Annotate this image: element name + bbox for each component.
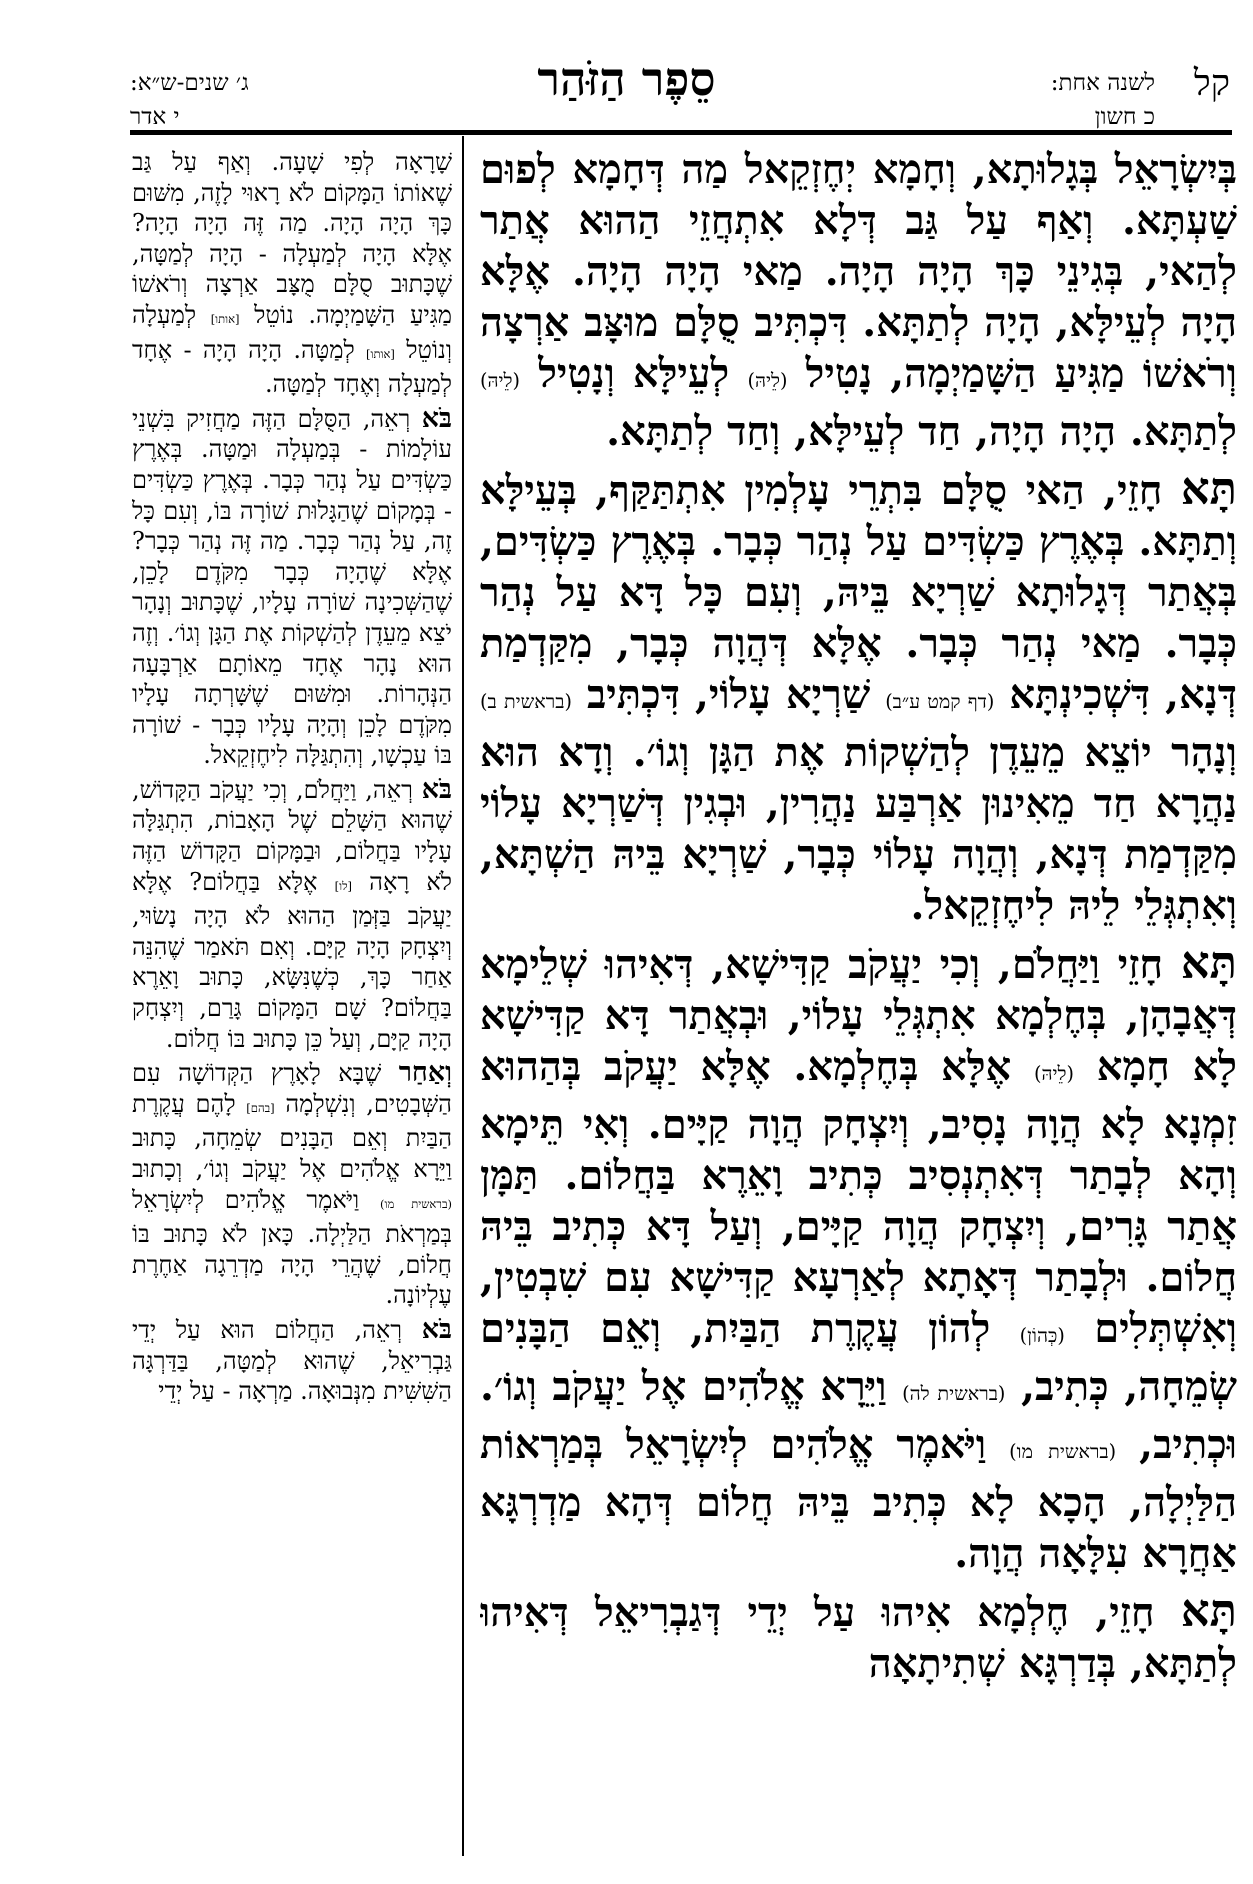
main-paragraph: תָּא חָזֵי, חֶלְמָא אִיהוּ עַל יְדֵי דְּגַבְרִיאֵל דְּאִיהוּ לְתַתָּא, בְּדַרְגָּא שְׁתִיתָאָה (480, 1584, 1237, 1687)
translation-column (132, 147, 452, 1871)
translation-paragraph: בֹּא רְאֵה, וַיַּחֲלֹם, וְכִי יַעֲקֹב הַקָּדוֹשׁ, שֶׁהוּא הַשָּׁלֵם שֶׁל הָאָבוֹת, הִתְגַּלָּה עָלָיו בַּחֲלוֹם, וּבַמָּקוֹם הַקָּדוֹשׁ הַזֶּה לֹא רָאָה [לו] אֶלָּא בַּחֲלוֹם? אֶלָּא יַעֲקֹב בַּזְּמַן הַהוּא לֹא הָיָה נָשׂוּי, וְיִצְחָק הָיָה קַיָּם. וְאִם תֹּאמַר שֶׁהִנֵּה אַחַר כָּךְ, כְּשֶׁנִּשָּׂא, כָּתוּב וָאֵרֶא בַּחֲלוֹם? שָׁם הַמָּקוֹם גָּרַם, וְיִצְחָק הָיָה קַיָּם, וְעַל כֵּן כָּתוּב בּוֹ חֲלוֹם. (132, 773, 452, 1053)
paragraph-lead-word: בֹּא (421, 1313, 452, 1345)
paragraph-lead-word: תָּא (1180, 462, 1237, 515)
source-note: (בראשית מו) (1009, 1440, 1117, 1463)
translation-paragraph: שָׁרָאָה לְפִי שָׁעָה. וְאַף עַל גַּב שֶׁאוֹתוֹ הַמָּקוֹם לֹא רָאוּי לָזֶה, מִשּׁוּם כָּךְ הָיָה הָיָה. מַה זֶּה הָיָה הָיָה? אֶלָּא הָיָה לְמַעְלָה - הָיָה לְמַטָּה, שֶׁכָּתוּב סֻלָּם מֻצָּב אַרְצָה וְרֹאשׁוֹ מַגִּיעַ הַשָּׁמַיְמָה. נוֹטֵל [אותו] לְמַעְלָה וְנוֹטֵל [אותו] לְמַטָּה. הָיָה הָיָה - אֶחָד לְמַעְלָה וְאֶחָד לְמַטָּה. (132, 148, 452, 399)
schedule-three-years-date: י אדר (130, 104, 180, 130)
main-paragraph: בְּיִשְׂרָאֵל בְּגָלוּתָא, וְחָמָא יְחֶזְקֵאל מַה דְּחָמָא לְפוּם שַׁעְתָּא. וְאַף עַל גַּב דְּלָא אִתְחֲזֵי הַהוּא אֲתַר לְהַאי, בְּגִינֵי כָּךְ הָיָה הָיָה. מַאי הָיָה הָיָה. אֶלָּא הָיָה לְעֵילָּא, הָיָה לְתַתָּא. דִּכְתִּיב סֻלָּם מוּצָּב אַרְצָה וְרֹאשׁוֹ מַגִּיעַ הַשָּׁמַיְמָה, נָטִיל (לֵיהּ) לְעֵילָּא וְנָטִיל (לֵיהּ) לְתַתָּא. הָיָה הָיָה, חַד לְעֵילָּא, וְחַד לְתַתָּא. (480, 146, 1237, 455)
schedule-three-years: ג׳ שנים-ש״א: (130, 70, 249, 96)
translation-paragraph: בֹּא רְאֵה, הַסֻּלָּם הַזֶּה מַחֲזִיק בִּשְׁנֵי עוֹלָמוֹת - בְּמַעְלָה וּמַטָּה. בְּאֶרֶץ כַּשְׂדִּים עַל נְהַר כְּבָר. בְּאֶרֶץ כַּשְׂדִּים - בְּמָקוֹם שֶׁהַגָּלוּת שׁוֹרָה בּוֹ, וְעִם כָּל זֶה, עַל נְהַר כְּבָר. מַה זֶּה נְהַר כְּבָר? אֶלָּא שֶׁהָיָה כְּבָר מִקֹּדֶם לָכֵן, שֶׁהַשְּׁכִינָה שׁוֹרָה עָלָיו, שֶׁכָּתוּב וְנָהָר יֹצֵא מֵעֵדֶן לְהַשְׁקוֹת אֶת הַגָּן וְגוֹ׳. וְזֶה הוּא נָהָר אֶחָד מֵאוֹתָם אַרְבָּעָה הַנְּהָרוֹת. וּמִשּׁוּם שֶׁשָּׁרְתָה עָלָיו מִקֹּדֶם לָכֵן וְהָיָה עָלָיו כְּבָר - שׁוֹרָה בּוֹ עַכְשָׁו, וְהִתְגַּלָּה לִיחֶזְקֵאל. (132, 402, 452, 770)
source-note: (בראשית ב) (480, 690, 572, 713)
source-note: (דף קמט ע״ב) (885, 690, 995, 713)
main-paragraph: תָּא חָזֵי וַיַּחֲלֹם, וְכִי יַעֲקֹב קַדִּישָׁא, דְּאִיהוּ שְׁלֵימָא דְּאֲבָהָן, בְּחֶלְמָא אִתְגְּלֵי עָלוֹי, וּבְאֲתַר דָּא קַדִּישָׁא לָא חָמָא (לֵיהּ) אֶלָּא בְּחֶלְמָא. אֶלָּא יַעֲקֹב בְּהַהוּא זִמְנָא לָא הֲוָה נָסִיב, וְיִצְחָק הֲוָה קַיָּים. וְאִי תֵּימָא וְהָא לְבָתַר דְּאִתְנְסִיב כְּתִיב וָאֵרֶא בַּחֲלוֹם. תַּמָּן אֲתַר גָּרִים, וְיִצְחָק הֲוָה קַיָּים, וְעַל דָּא כְּתִיב בֵּיהּ חֲלוֹם. וּלְבָתַר דְּאָתָא לְאַרְעָא קַדִּישָׁא עִם שִׁבְטִין, וְאִשְׁתְּלִים (כְּהוֹן) לְהוֹן עֲקֶרֶת הַבַּיִת, וְאֵם הַבָּנִים שְׂמֵחָה, כְּתִיב, (בראשית לה) וַיֵּרָא אֱלֹהִים אֶל יַעֲקֹב וְגוֹ׳. וּכְתִיב, (בראשית מו) וַיֹּאמֶר אֱלֹהִים לְיִשְׂרָאֵל בְּמַרְאוֹת הַלַּיְלָה, הָכָא לָא כְּתִיב בֵּיהּ חֲלוֹם דְּהָא מַדְרְגָּא אַחֲרָא עִלָּאָה הֲוָה. (480, 936, 1237, 1577)
source-note: (בראשית לה) (902, 1382, 1006, 1405)
source-note: (כְּהוֹן) (1019, 1324, 1065, 1347)
bracket-note: [לו] (334, 878, 352, 893)
book-title: סֵפֶר הַזֹּהַר (537, 52, 716, 106)
translation-paragraph: וְאַחַר שֶׁבָּא לָאָרֶץ הַקְּדוֹשָׁה עִם הַשְּׁבָטִים, וְנִשְׁלְמָה [בהם] לָהֶם עֲקֶרֶת הַבַּיִת וְאֵם הַבָּנִים שְׂמֵחָה, כָּתוּב וַיֵּרָא אֱלֹהִים אֶל יַעֲקֹב וְגוֹ׳, וְכָתוּב (בראשית מו) וַיֹּאמֶר אֱלֹהִים לְיִשְׂרָאֵל בְּמַרְאֹת הַלַּיְלָה. כָּאן לֹא כָּתוּב בּוֹ חֲלוֹם, שֶׁהֲרֵי הָיָה מַדְרֵגָה אַחֶרֶת עֶלְיוֹנָה. (132, 1057, 452, 1310)
header-left-schedule (130, 66, 330, 134)
paragraph-lead-word: תָּא (1180, 936, 1237, 989)
paragraph-lead-word: תָּא (1180, 1584, 1237, 1637)
paragraph-lead-word: בֹּא (421, 402, 452, 434)
schedule-one-year: לשנה אחת: (1050, 70, 1155, 96)
column-divider (462, 136, 464, 1856)
source-note: (לֵיהּ) (747, 369, 788, 392)
header-rule (130, 130, 1232, 135)
main-text-column (480, 144, 1237, 1868)
main-paragraph: תָּא חָזֵי, הַאי סֻלָּם בִּתְרֵי עָלְמִין אִתְתַּקַּף, בְּעֵילָּא וְתַתָּא. בְּאֶרֶץ כַּשְׂדִּים עַל נְהַר כְּבָר. בְּאֶרֶץ כַּשְׂדִּים, בְּאֲתַר דְּגָלוּתָא שַׁרְיָא בֵּיהּ, וְעִם כָּל דָּא עַל נְהַר כְּבָר. מַאי נְהַר כְּבָר. אֶלָּא דְּהֲוָה כְּבָר, מִקַּדְמַת דְּנָא, דִּשְׁכִינְתָּא (דף קמט ע״ב) שַׁרְיָא עָלוֹי, דִּכְתִּיב (בראשית ב) וְנָהָר יוֹצֵא מֵעֵדֶן לְהַשְׁקוֹת אֶת הַגָּן וְגוֹ׳. וְדָא הוּא נַהֲרָא חַד מֵאִינוּן אַרְבַּע נַהֲרִין, וּבְגִין דְּשַׁרְיָא עָלוֹי מִקַּדְמַת דְּנָא, וְהֲוָה עָלוֹי כְּבָר, שַׁרְיָא בֵּיהּ הַשְׁתָּא, וְאִתְגְּלֵי לֵיהּ לִיחֶזְקֵאל. (480, 462, 1237, 929)
bracket-note: [אותו] (366, 346, 395, 361)
paragraph-lead-word: בֹּא (421, 773, 452, 805)
page-number: קל (1193, 63, 1230, 104)
bracket-note: [אותו] (210, 311, 240, 326)
bracket-note: [בהם] (246, 1100, 275, 1115)
source-note: (לֵיהּ) (480, 369, 521, 392)
source-note: (בראשית מו) (380, 1196, 452, 1211)
paragraph-lead-word: וְאַחַר (398, 1057, 452, 1089)
source-note: (לֵיהּ) (1033, 1062, 1074, 1085)
translation-paragraph: בֹּא רְאֵה, הַחֲלוֹם הוּא עַל יְדֵי גַּבְרִיאֵל, שֶׁהוּא לְמַטָּה, בַּדַּרְגָּה הַשִּׁשִּׁית מִנְּבוּאָה. מַרְאָה - עַל יְדֵי (132, 1313, 452, 1406)
schedule-one-year-date: כ חשון (1094, 104, 1155, 130)
